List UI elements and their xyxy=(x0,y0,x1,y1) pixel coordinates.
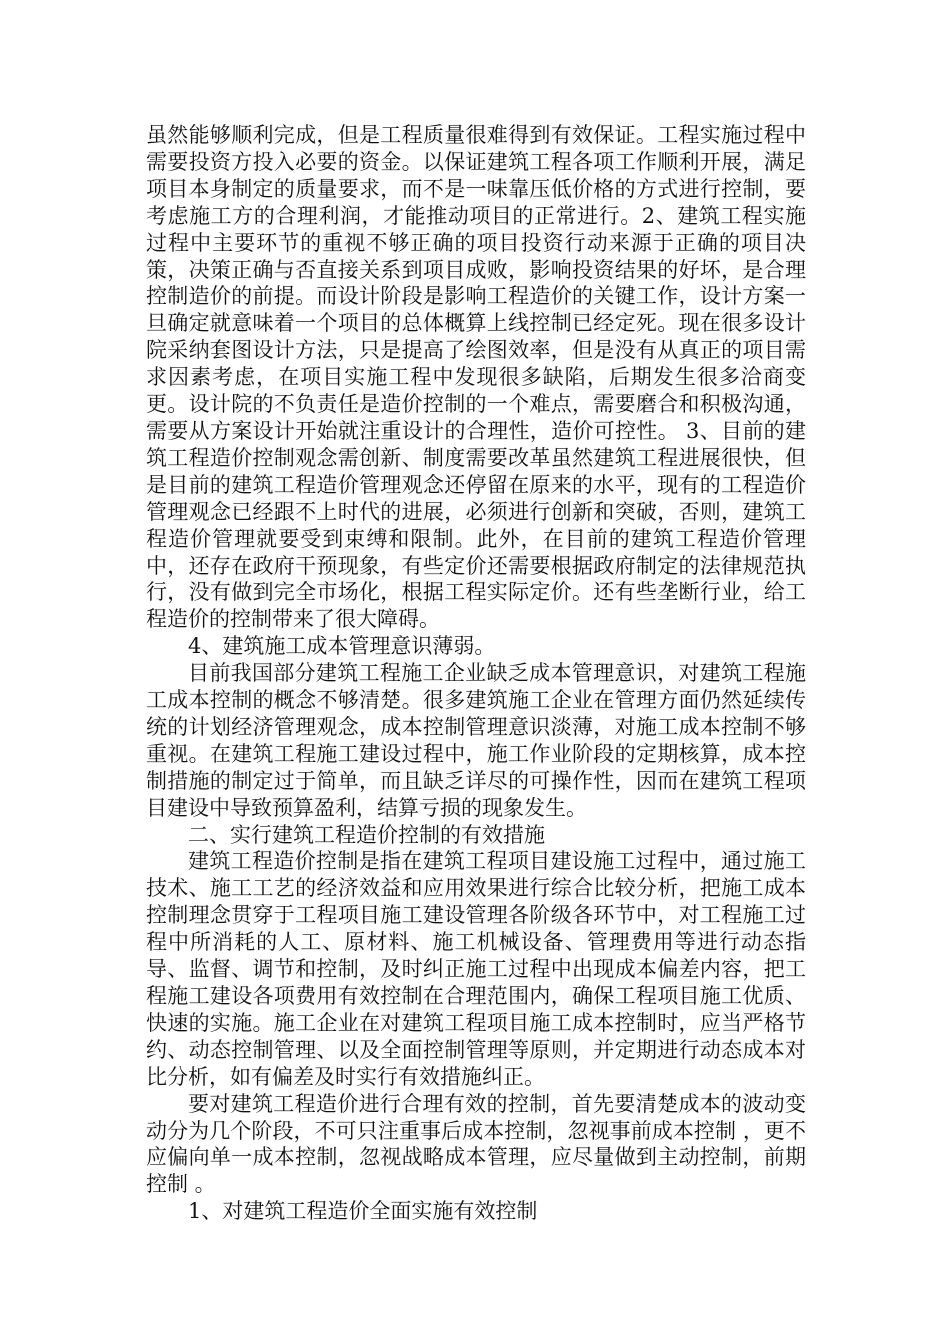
body-paragraph: 要对建筑工程造价进行合理有效的控制，首先要清楚成本的波动变动分为几个阶段，不可只注重事后成本控制，忽视事前成本控制 ，更不应偏向单一成本控制，忽视战略成本管理，应尽量做到主动控制，前期控制 。 xyxy=(146,1091,806,1197)
subsection-heading-1: 1、对建筑工程造价全面实施有效控制 xyxy=(188,1199,538,1224)
section-heading-4: 4、建筑施工成本管理意识薄弱。 xyxy=(188,634,496,659)
body-paragraph: 建筑工程造价控制是指在建筑工程项目建设施工过程中，通过施工技术、施工工艺的经济效益和应用效果进行综合比较分析，把施工成本控制理念贯穿于工程项目施工建设管理各阶级各环节中，对工程施工过程中所消耗的人工、原材料、施工机械设备、管理费用等进行动态指导、监督、调节和控制，及时纠正施工过程中出现成本偏差内容，把工程施工建设各项费用有效控制在合理范围内，确保工程项目施工优质、快速的实施。施工企业在对建筑工程项目施工成本控制时，应当严格节约、动态控制管理、以及全面控制管理等原则，并定期进行动态成本对比分析，如有偏差及时实行有效措施纠正。 xyxy=(146,849,806,1089)
body-paragraph-continued: 虽然能够顺利完成，但是工程质量很难得到有效保证。工程实施过程中需要投资方投入必要的资金。以保证建筑工程各项工作顺利开展，满足项目本身制定的质量要求，而不是一味靠压低价格的方式进行控制，要考虑施工方的合理利润，才能推动项目的正常进行。2、建筑工程实施过程中主要环节的重视不够正确的项目投资行动来源于正确的项目决策，决策正确与否直接关系到项目成败，影响投资结果的好坏，是合理控制造价的前提。而设计阶段是影响工程造价的关键工作，设计方案一旦确定就意味着一个项目的总体概算上线控制已经定死。现在很多设计院采纳套图设计方法，只是提高了绘图效率，但是没有从真正的项目需求因素考虑，在项目实施工程中发现很多缺陷，后期发生很多洽商变更。设计院的不负责任是造价控制的一个难点，需要磨合和积极沟通，需要从方案设计开始就注重设计的合理性，造价可控性。 3、目前的建筑工程造价控制观念需创新、制度需要改革虽然建筑工程进展很快，但是目前的建筑工程造价管理观念还停留在原来的水平，现有的工程造价管理观念已经跟不上时代的进展，必须进行创新和突破，否则，建筑工程造价管理就要受到束缚和限制。此外，在目前的建筑工程造价管理中，还存在政府干预现象，有些定价还需要根据政府制定的法律规范执行，没有做到完全市场化，根据工程实际定价。还有些垄断行业，给工程造价的控制带来了很大障碍。 xyxy=(146,123,806,632)
body-paragraph: 目前我国部分建筑工程施工企业缺乏成本管理意识，对建筑工程施工成本控制的概念不够清楚。很多建筑施工企业在管理方面仍然延续传统的计划经济管理观念，成本控制管理意识淡薄，对施工成本控制不够重视。在建筑工程施工建设过程中，施工作业阶段的定期核算，成本控制措施的制定过于简单，而且缺乏详尽的可操作性，因而在建筑工程项目建设中导致预算盈利，结算亏损的现象发生。 xyxy=(146,661,806,820)
document-page xyxy=(146,122,806,1225)
section-heading-2: 二、实行建筑工程造价控制的有效措施 xyxy=(188,822,545,847)
